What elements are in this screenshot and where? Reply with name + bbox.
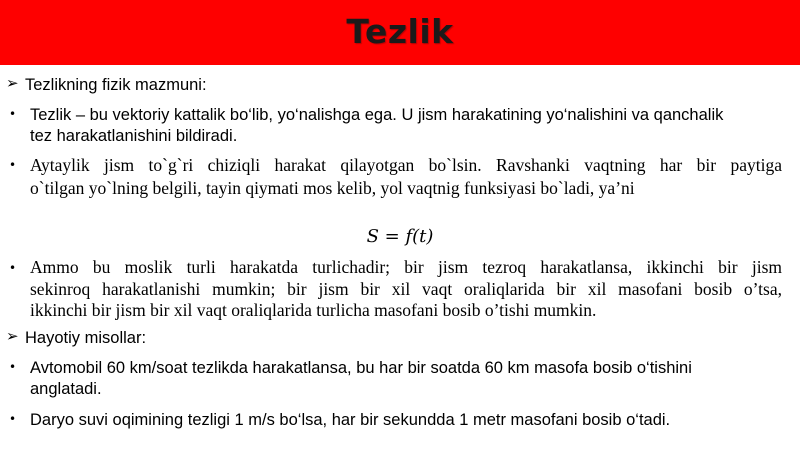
bullet-1-line-2: tez harakatlanishini bildiradi. [30,127,238,145]
section-heading-physical-meaning: Tezlikning fizik mazmuni: [25,76,207,94]
bullet-1-line-1: Tezlik – bu vektoriy kattalik bo‘lib, yo‘nalishga ega. U jism harakatining yo‘nalishini va qanchalik [30,106,724,124]
slide-title: Tezlik [346,12,454,51]
bullet-icon: • [9,360,17,374]
bullet-icon: • [9,412,17,426]
bullet-3-line-1: Ammo bu moslik turli harakatda turlichadir; bir jism tezroq harakatlansa, ikkinchi bir jism [30,257,782,277]
title-bar [0,0,800,65]
bullet-icon: • [9,261,17,275]
bullet-4-line-2: anglatadi. [30,380,102,398]
arrow-bullet-icon: ➢ [6,327,19,345]
arrow-bullet-icon: ➢ [6,74,19,92]
bullet-3-line-3: ikkinchi bir jism bir xil vaqt oraliqlarida turlicha masofani bosib o’tishi mumkin. [30,300,597,320]
formula-s-equals-f-of-t: S = f(t) [366,226,434,247]
bullet-4-line-1: Avtomobil 60 km/soat tezlikda harakatlansa, bu har bir soatda 60 km masofa bosib o‘tishini [30,359,692,377]
section-heading-real-life-examples: Hayotiy misollar: [25,329,147,347]
bullet-2-line-2: o`tilgan yo`lning belgili, tayin qiymati mos kelib, yol vaqtnig funksiyasi bo`ladi, ya’ni [30,178,635,198]
bullet-icon: • [9,158,17,172]
bullet-5-line-1: Daryo suvi oqimining tezligi 1 m/s bo‘lsa, har bir sekundda 1 metr masofani bosib o‘tadi. [30,411,671,429]
bullet-2-line-1: Aytaylik jism to`g`ri chiziqli harakat qilayotgan bo`lsin. Ravshanki vaqtning har bir paytiga [30,155,782,175]
bullet-icon: • [9,107,17,121]
bullet-3-line-2: sekinroq harakatlanishi mumkin; bir jism bir xil vaqt oraliqlarida bir xil masofani bosib o’tsa, [30,279,782,299]
